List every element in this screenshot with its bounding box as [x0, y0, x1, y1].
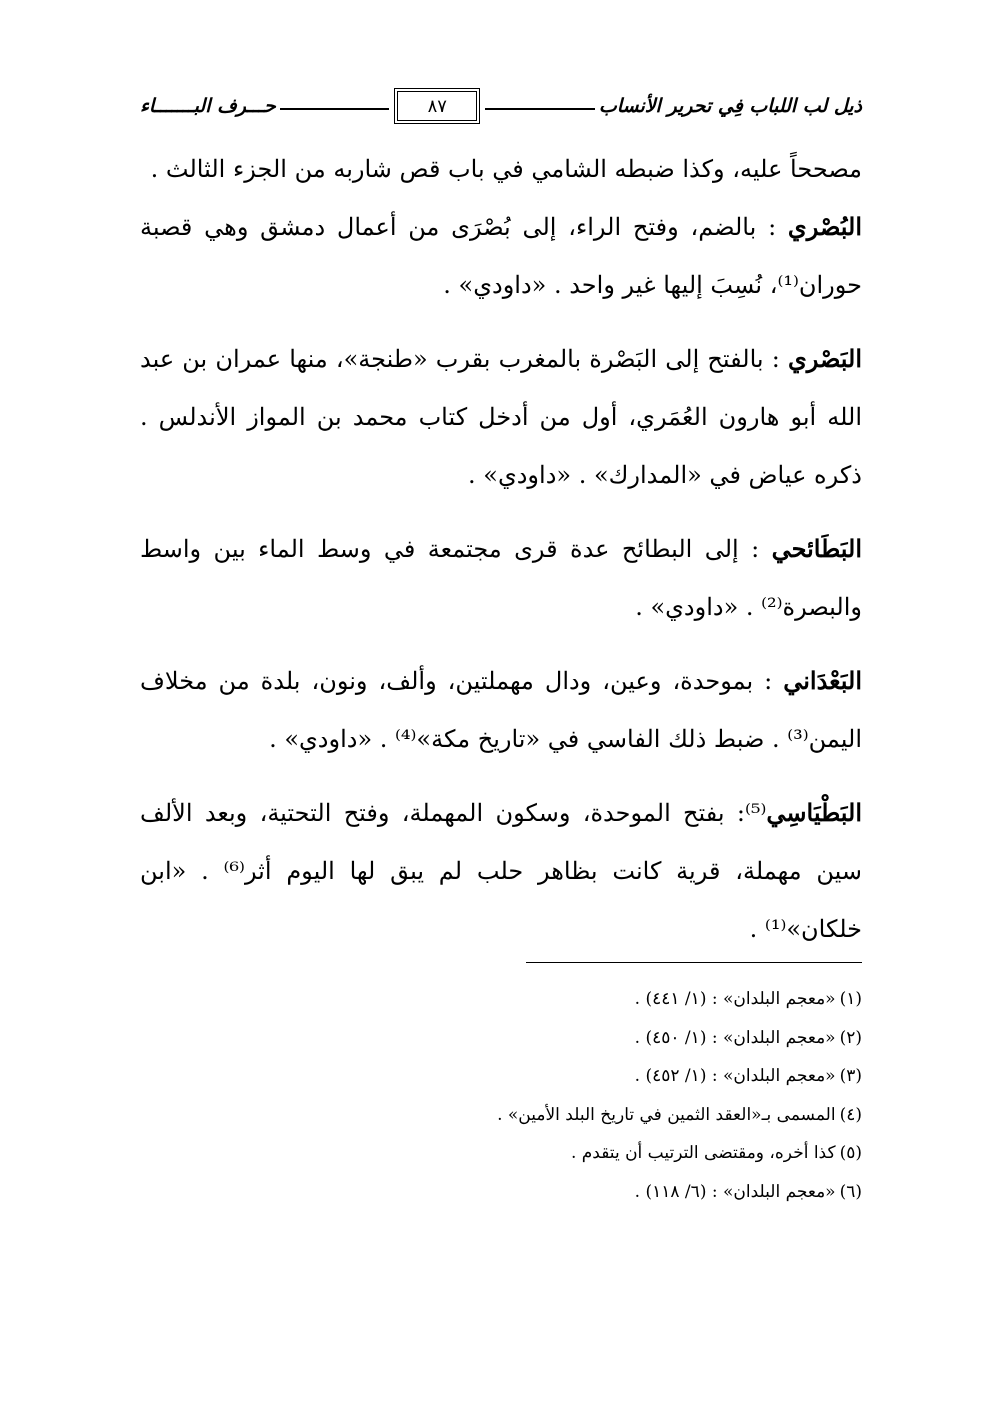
entry-text: : بالضم، وفتح الراء، إلى بُصْرَى من أعمال دمشق وهي قصبة حوران⁽¹⁾، نُسِبَ إليها غير واحد . «داودي» .: [140, 213, 862, 299]
footnote: [140, 1134, 862, 1173]
footnote-number: (١): [839, 989, 862, 1009]
entry-term: البَطْيَاسِي: [766, 798, 862, 827]
footnote-text: «معجم البلدان» : (٦/ ١١٨) .: [634, 1181, 836, 1202]
entry-term: البَطَائحي: [771, 534, 862, 563]
paragraph: [140, 330, 862, 504]
footnote: [140, 1057, 862, 1096]
entry-term: البَعْدَاني: [783, 666, 862, 695]
footnote: [140, 1173, 862, 1212]
entry-text: ⁽⁵⁾: بفتح الموحدة، وسكون المهملة، وفتح التحتية، وبعد الألف سين مهملة، قرية كانت بظاهر حلب لم يبق لها اليوم أثر⁽⁶⁾ . «ابن خلكان»⁽¹⁾ .: [140, 799, 862, 943]
footnote-separator: [526, 962, 862, 963]
footnote-text: «معجم البلدان» : (١/ ٤٥٠) .: [634, 1027, 836, 1048]
footnote-text: المسمى بـ«العقد الثمين في تاريخ البلد الأمين» .: [497, 1104, 836, 1125]
header-rule: [280, 108, 390, 110]
footnote-number: (٦): [839, 1181, 862, 1202]
entry-term: البَصْري: [787, 344, 862, 373]
footnote: [140, 1019, 862, 1058]
page-number: ٨٧: [397, 91, 477, 121]
footnote-number: (٥): [839, 1143, 862, 1163]
paragraph: [140, 520, 862, 636]
header-rule: [485, 108, 595, 110]
footnote-number: (٤): [839, 1104, 862, 1125]
entry-text: مصححاً عليه، وكذا ضبطه الشامي في باب قص شاربه من الجزء الثالث .: [150, 155, 862, 183]
entry-term: البُصْري: [787, 212, 862, 241]
entry-text: : بموحدة، وعين، ودال مهملتين، وألف، ونون، بلدة من مخلاف اليمن⁽³⁾ . ضبط ذلك الفاسي في «تاريخ مكة»⁽⁴⁾ . «داودي» .: [140, 667, 862, 753]
paragraph: [140, 652, 862, 768]
book-title: ذيل لب اللباب فِي تحرير الأنساب: [598, 95, 862, 117]
footnote-text: كذا أخره، ومقتضى الترتيب أن يتقدم .: [570, 1143, 836, 1163]
footnote-text: «معجم البلدان» : (١/ ٤٤١) .: [634, 989, 836, 1009]
paragraph: [140, 784, 862, 958]
entry-text: : بالفتح إلى البَصْرة بالمغرب بقرب «طنجة»، منها عمران بن عبد الله أبو هارون العُمَري، أول من أدخل كتاب محمد بن المواز الأندلس . ذكره عياض في «المدارك» . «داودي» .: [140, 345, 862, 489]
main-text: [140, 140, 862, 958]
running-header: [140, 86, 862, 126]
paragraph: [140, 140, 862, 198]
section-title: حـــرف البـــــــاء: [139, 95, 276, 117]
footnote-number: (٣): [839, 1066, 862, 1086]
entry-text: : إلى البطائح عدة قرى مجتمعة في وسط الماء بين واسط والبصرة⁽²⁾ . «داودي» .: [140, 535, 862, 621]
footnotes: [140, 980, 862, 1211]
footnote-text: «معجم البلدان» : (١/ ٤٥٢) .: [634, 1066, 836, 1086]
footnote-number: (٢): [839, 1027, 862, 1048]
footnote: [140, 980, 862, 1019]
footnote: [140, 1096, 862, 1135]
paragraph: [140, 198, 862, 314]
